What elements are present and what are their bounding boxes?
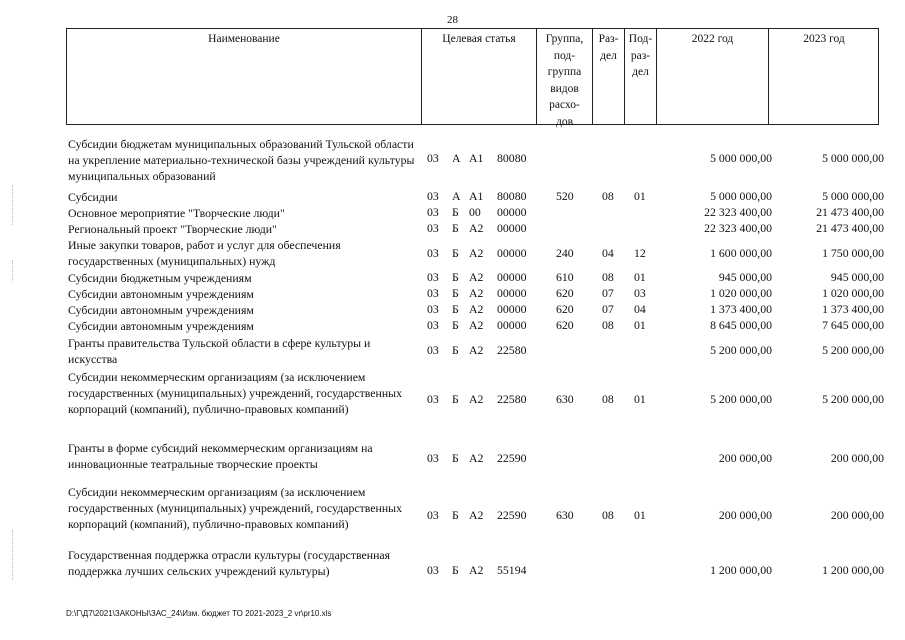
row-name: Субсидии автономным учреждениям (68, 319, 254, 333)
row-value-2022: 1 373 400,00 (710, 302, 772, 316)
row-value-2023: 1 020 000,00 (822, 286, 884, 300)
header-target: Целевая статья (421, 29, 536, 124)
row-p1: 03 (427, 302, 439, 316)
row-sec: 08 (602, 189, 614, 203)
table-row (0, 369, 905, 433)
table-row (0, 189, 905, 204)
row-p4: 00000 (497, 286, 527, 300)
row-grp: 620 (556, 318, 574, 332)
row-sec: 07 (602, 286, 614, 300)
row-value-2023: 1 200 000,00 (822, 563, 884, 577)
row-p4: 00000 (497, 318, 527, 332)
row-p2: Б (452, 286, 459, 300)
row-name: Субсидии некоммерческим организациям (за исключением государственных (муниципальных) учреждений, государственных корпораций (компаний), публично-правовых компаний) (68, 370, 402, 416)
table-row (0, 286, 905, 301)
row-sec: 08 (602, 508, 614, 522)
row-value-2023: 21 473 400,00 (816, 205, 884, 219)
row-value-2022: 200 000,00 (718, 508, 772, 522)
row-p1: 03 (427, 508, 439, 522)
header-group: Группа, под- группа видов расхо- дов (536, 29, 592, 124)
row-name: Субсидии бюджетным учреждениям (68, 271, 252, 285)
row-name: Субсидии автономным учреждениям (68, 303, 254, 317)
row-name: Иные закупки товаров, работ и услуг для обеспечения государственных (муниципальных) нужд (68, 238, 341, 268)
row-p2: Б (452, 318, 459, 332)
row-p1: 03 (427, 343, 439, 357)
row-p3: 00 (469, 205, 481, 219)
row-sec: 08 (602, 392, 614, 406)
row-p4: 22580 (497, 343, 527, 357)
row-p3: А2 (469, 246, 484, 260)
table-row (0, 237, 905, 269)
row-name: Государственная поддержка отрасли культуры (государственная поддержка лучших сельских учреждений культуры) (68, 548, 391, 578)
row-sub: 01 (634, 318, 646, 332)
table-row (0, 318, 905, 333)
table-row (0, 270, 905, 285)
row-name: Субсидии (68, 190, 118, 204)
row-p1: 03 (427, 392, 439, 406)
row-value-2023: 1 373 400,00 (822, 302, 884, 316)
table-row (0, 335, 905, 367)
row-value-2022: 5 200 000,00 (710, 343, 772, 357)
row-p2: Б (452, 508, 459, 522)
table-row (0, 136, 905, 184)
row-p1: 03 (427, 189, 439, 203)
row-p3: А2 (469, 221, 484, 235)
row-sub: 03 (634, 286, 646, 300)
row-p3: А2 (469, 318, 484, 332)
row-p1: 03 (427, 563, 439, 577)
row-name: Субсидии некоммерческим организациям (за исключением государственных (муниципальных) учреждений, государственных корпораций (компаний), публично-правовых компаний) (68, 485, 402, 531)
row-p3: А1 (469, 189, 484, 203)
row-p4: 00000 (497, 221, 527, 235)
row-p3: А2 (469, 302, 484, 316)
row-name: Гранты в форме субсидий некоммерческим организациям на инновационные театральные творческие проекты (68, 441, 373, 471)
row-p2: Б (452, 563, 459, 577)
row-p1: 03 (427, 286, 439, 300)
row-grp: 630 (556, 392, 574, 406)
row-sub: 04 (634, 302, 646, 316)
row-p3: А2 (469, 270, 484, 284)
row-sec: 04 (602, 246, 614, 260)
row-grp: 620 (556, 302, 574, 316)
table-row (0, 221, 905, 236)
row-p2: Б (452, 392, 459, 406)
row-value-2023: 5 200 000,00 (822, 343, 884, 357)
header-2023: 2023 год (768, 29, 879, 124)
row-p1: 03 (427, 151, 439, 165)
row-p2: Б (452, 221, 459, 235)
row-p2: А (452, 189, 461, 203)
row-p3: А2 (469, 286, 484, 300)
row-name: Региональный проект "Творческие люди" (68, 222, 277, 236)
row-grp: 620 (556, 286, 574, 300)
row-value-2022: 5 200 000,00 (710, 392, 772, 406)
table-header (66, 28, 879, 128)
row-grp: 610 (556, 270, 574, 284)
row-value-2022: 5 000 000,00 (710, 189, 772, 203)
row-p4: 00000 (497, 270, 527, 284)
row-value-2022: 8 645 000,00 (710, 318, 772, 332)
row-value-2022: 5 000 000,00 (710, 151, 772, 165)
row-p3: А1 (469, 151, 484, 165)
row-grp: 240 (556, 246, 574, 260)
header-2022: 2022 год (656, 29, 768, 124)
row-value-2023: 5 000 000,00 (822, 189, 884, 203)
row-p2: Б (452, 205, 459, 219)
row-p1: 03 (427, 221, 439, 235)
row-sub: 12 (634, 246, 646, 260)
row-p2: Б (452, 302, 459, 316)
row-p4: 22590 (497, 451, 527, 465)
row-sub: 01 (634, 189, 646, 203)
page-number: 28 (447, 14, 458, 26)
header-name: Наименование (208, 33, 280, 45)
row-value-2022: 22 323 400,00 (704, 221, 772, 235)
row-p4: 80080 (497, 151, 527, 165)
row-p1: 03 (427, 246, 439, 260)
row-sec: 08 (602, 270, 614, 284)
row-p4: 00000 (497, 205, 527, 219)
row-p2: Б (452, 270, 459, 284)
table-row (0, 205, 905, 220)
row-p2: Б (452, 246, 459, 260)
row-sub: 01 (634, 508, 646, 522)
row-name: Основное мероприятие "Творческие люди" (68, 206, 285, 220)
row-p3: А2 (469, 343, 484, 357)
row-sec: 08 (602, 318, 614, 332)
row-value-2023: 5 200 000,00 (822, 392, 884, 406)
row-name: Гранты правительства Тульской области в сфере культуры и искусства (68, 336, 371, 366)
row-p3: А2 (469, 563, 484, 577)
row-p4: 55194 (497, 563, 527, 577)
row-value-2023: 21 473 400,00 (816, 221, 884, 235)
row-value-2022: 1 200 000,00 (710, 563, 772, 577)
row-value-2023: 7 645 000,00 (822, 318, 884, 332)
row-name: Субсидии автономным учреждениям (68, 287, 254, 301)
row-p2: А (452, 151, 461, 165)
row-p3: А2 (469, 392, 484, 406)
row-grp: 630 (556, 508, 574, 522)
row-value-2022: 1 020 000,00 (710, 286, 772, 300)
table-row (0, 484, 905, 548)
table-row (0, 440, 905, 472)
row-value-2022: 945 000,00 (718, 270, 772, 284)
row-sec: 07 (602, 302, 614, 316)
table-row (0, 547, 905, 595)
row-p2: Б (452, 451, 459, 465)
row-p4: 22590 (497, 508, 527, 522)
row-sub: 01 (634, 392, 646, 406)
row-p3: А2 (469, 508, 484, 522)
row-p2: Б (452, 343, 459, 357)
row-p4: 00000 (497, 246, 527, 260)
row-p1: 03 (427, 205, 439, 219)
row-value-2023: 5 000 000,00 (822, 151, 884, 165)
row-p1: 03 (427, 318, 439, 332)
row-name: Субсидии бюджетам муниципальных образований Тульской области на укрепление материально-технической базы учреждений культуры муниципальных образований (68, 137, 415, 183)
row-value-2023: 200 000,00 (830, 451, 884, 465)
row-grp: 520 (556, 189, 574, 203)
row-value-2023: 1 750 000,00 (822, 246, 884, 260)
header-subsection: Под- раз- дел (624, 29, 656, 124)
row-value-2023: 200 000,00 (830, 508, 884, 522)
row-sub: 01 (634, 270, 646, 284)
row-p4: 80080 (497, 189, 527, 203)
header-section: Раз- дел (592, 29, 624, 124)
row-value-2023: 945 000,00 (830, 270, 884, 284)
file-path-footer: D:\Г\Д7\2021\ЗАКОНЫ\ЗАС_24\Изм. бюджет ТО 2021-2023_2 vr\pr10.xls (66, 609, 332, 618)
row-p4: 00000 (497, 302, 527, 316)
row-p4: 22580 (497, 392, 527, 406)
row-p1: 03 (427, 270, 439, 284)
row-p1: 03 (427, 451, 439, 465)
row-p3: А2 (469, 451, 484, 465)
row-value-2022: 200 000,00 (718, 451, 772, 465)
row-value-2022: 1 600 000,00 (710, 246, 772, 260)
row-value-2022: 22 323 400,00 (704, 205, 772, 219)
table-row (0, 302, 905, 317)
